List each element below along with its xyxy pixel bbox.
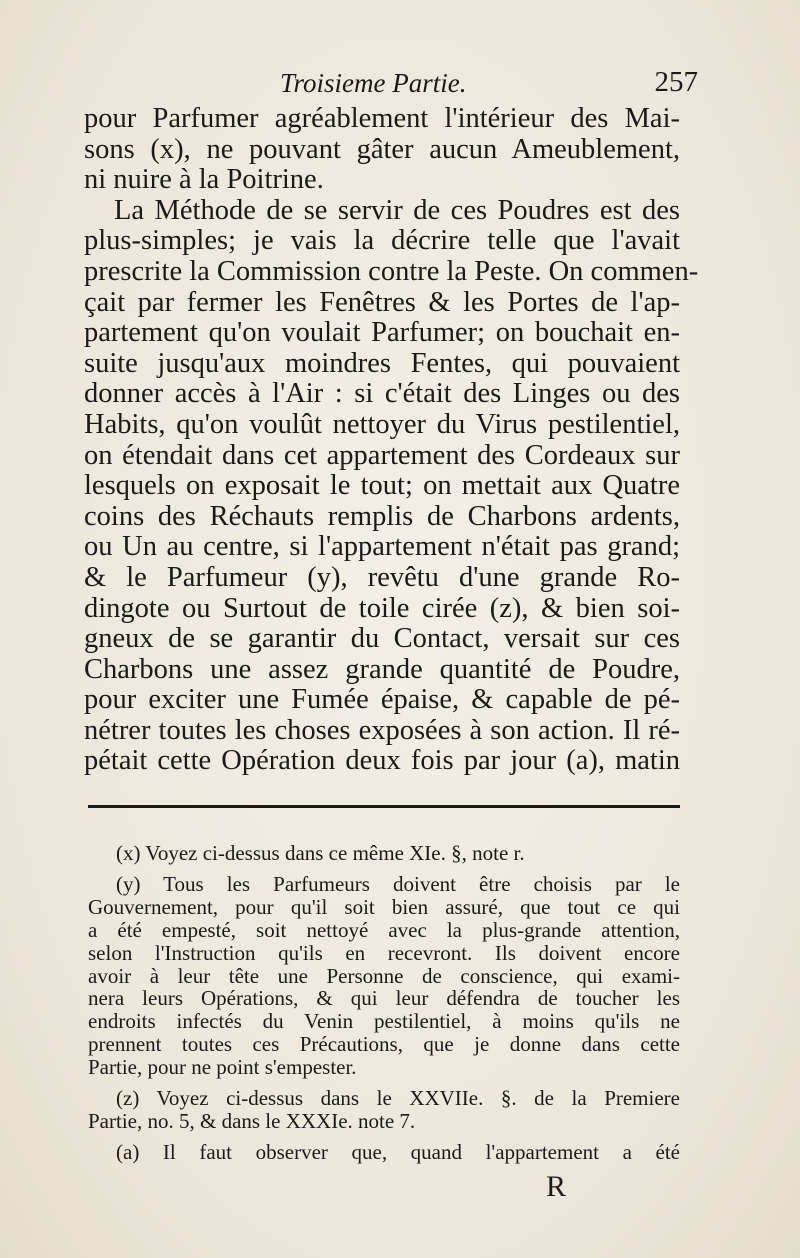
text-line: lesquels on exposait le tout; on mettait aux Quatre: [84, 470, 680, 502]
text-line: pour Parfumer agréablement l'intérieur des Mai-: [84, 103, 680, 134]
footnote-line: Partie, no. 5, & dans le XXXIe. note 7.: [88, 1108, 416, 1133]
text-line: Habits, qu'on voulût nettoyer du Virus pestilentiel,: [84, 408, 680, 440]
footnote-line: selon l'Instruction qu'ils en recevront. Ils doivent encore: [88, 940, 680, 965]
footnote-line: Partie, pour ne point s'empester.: [88, 1055, 357, 1080]
text-line: ni nuire à la Poitrine.: [84, 164, 324, 196]
footnote-line: (x) Voyez ci-dessus dans ce même XIe. §, note r.: [116, 841, 525, 865]
text-line: coins des Réchauts remplis de Charbons ardents,: [84, 500, 680, 532]
text-line: gneux de se garantir du Contact, versait sur ces: [84, 623, 680, 655]
footnote-line: (y) Tous les Parfumeurs doivent être choisis par le: [116, 871, 680, 896]
running-head: Troisieme Partie.: [280, 68, 467, 98]
text-line: ou Un au centre, si l'appartement n'était pas grand;: [84, 531, 680, 563]
text-line: prescrite la Commission contre la Peste. On commen-: [84, 255, 699, 287]
text-line: donner accès à l'Air : si c'était des Linges ou des: [84, 378, 680, 410]
footnotes: [88, 842, 680, 1164]
text-line: nétrer toutes les choses exposées à son action. Il ré-: [84, 714, 680, 746]
text-line: çait par fermer les Fenêtres & les Portes de l'ap-: [84, 286, 680, 318]
text-line: pétait cette Opération deux fois par jour (a), matin: [84, 745, 680, 777]
page-number: 257: [654, 66, 698, 98]
text-line: La Méthode de se servir de ces Poudres est des: [114, 194, 680, 226]
text-line: suite jusqu'aux moindres Fentes, qui pouvaient: [84, 347, 680, 379]
footnote-line: (z) Voyez ci-dessus dans le XXVIIe. §. de la Premiere: [116, 1086, 680, 1111]
footnote-line: avoir à leur tête une Personne de conscience, qui exami-: [88, 963, 680, 988]
footnote-line: endroits infectés du Venin pestilentiel, à moins qu'ils ne: [88, 1009, 680, 1034]
text-line: on étendait dans cet appartement des Cordeaux sur: [84, 439, 680, 471]
footnote-line: (a) Il faut observer que, quand l'appartement a été: [116, 1139, 680, 1164]
footnote-divider: [88, 805, 680, 808]
signature-mark: R: [546, 1170, 567, 1203]
page-header: [90, 64, 698, 104]
text-line: Charbons une assez grande quantité de Poudre,: [84, 653, 680, 685]
footnote-line: a été empesté, soit nettoyé avec la plus-grande attention,: [88, 917, 680, 942]
text-line: pour exciter une Fumée épaise, & capable de pé-: [84, 684, 680, 716]
main-text: [84, 103, 699, 777]
text-line: sons (x), ne pouvant gâter aucun Ameublement,: [84, 133, 680, 165]
text-line: & le Parfumeur (y), revêtu d'une grande Ro-: [84, 561, 680, 593]
footnote-line: Gouvernement, pour qu'il soit bien assuré, que tout ce qui: [88, 894, 680, 919]
text-line: dingote ou Surtout de toile cirée (z), & bien soi-: [84, 592, 680, 624]
text-line: partement qu'on voulait Parfumer; on bouchait en-: [84, 317, 680, 349]
text-line: plus-simples; je vais la décrire telle que l'avait: [84, 225, 680, 257]
footnote-line: prennent toutes ces Précautions, que je donne dans cette: [88, 1032, 680, 1057]
footnote-line: nera leurs Opérations, & qui leur défendra de toucher les: [88, 986, 680, 1011]
